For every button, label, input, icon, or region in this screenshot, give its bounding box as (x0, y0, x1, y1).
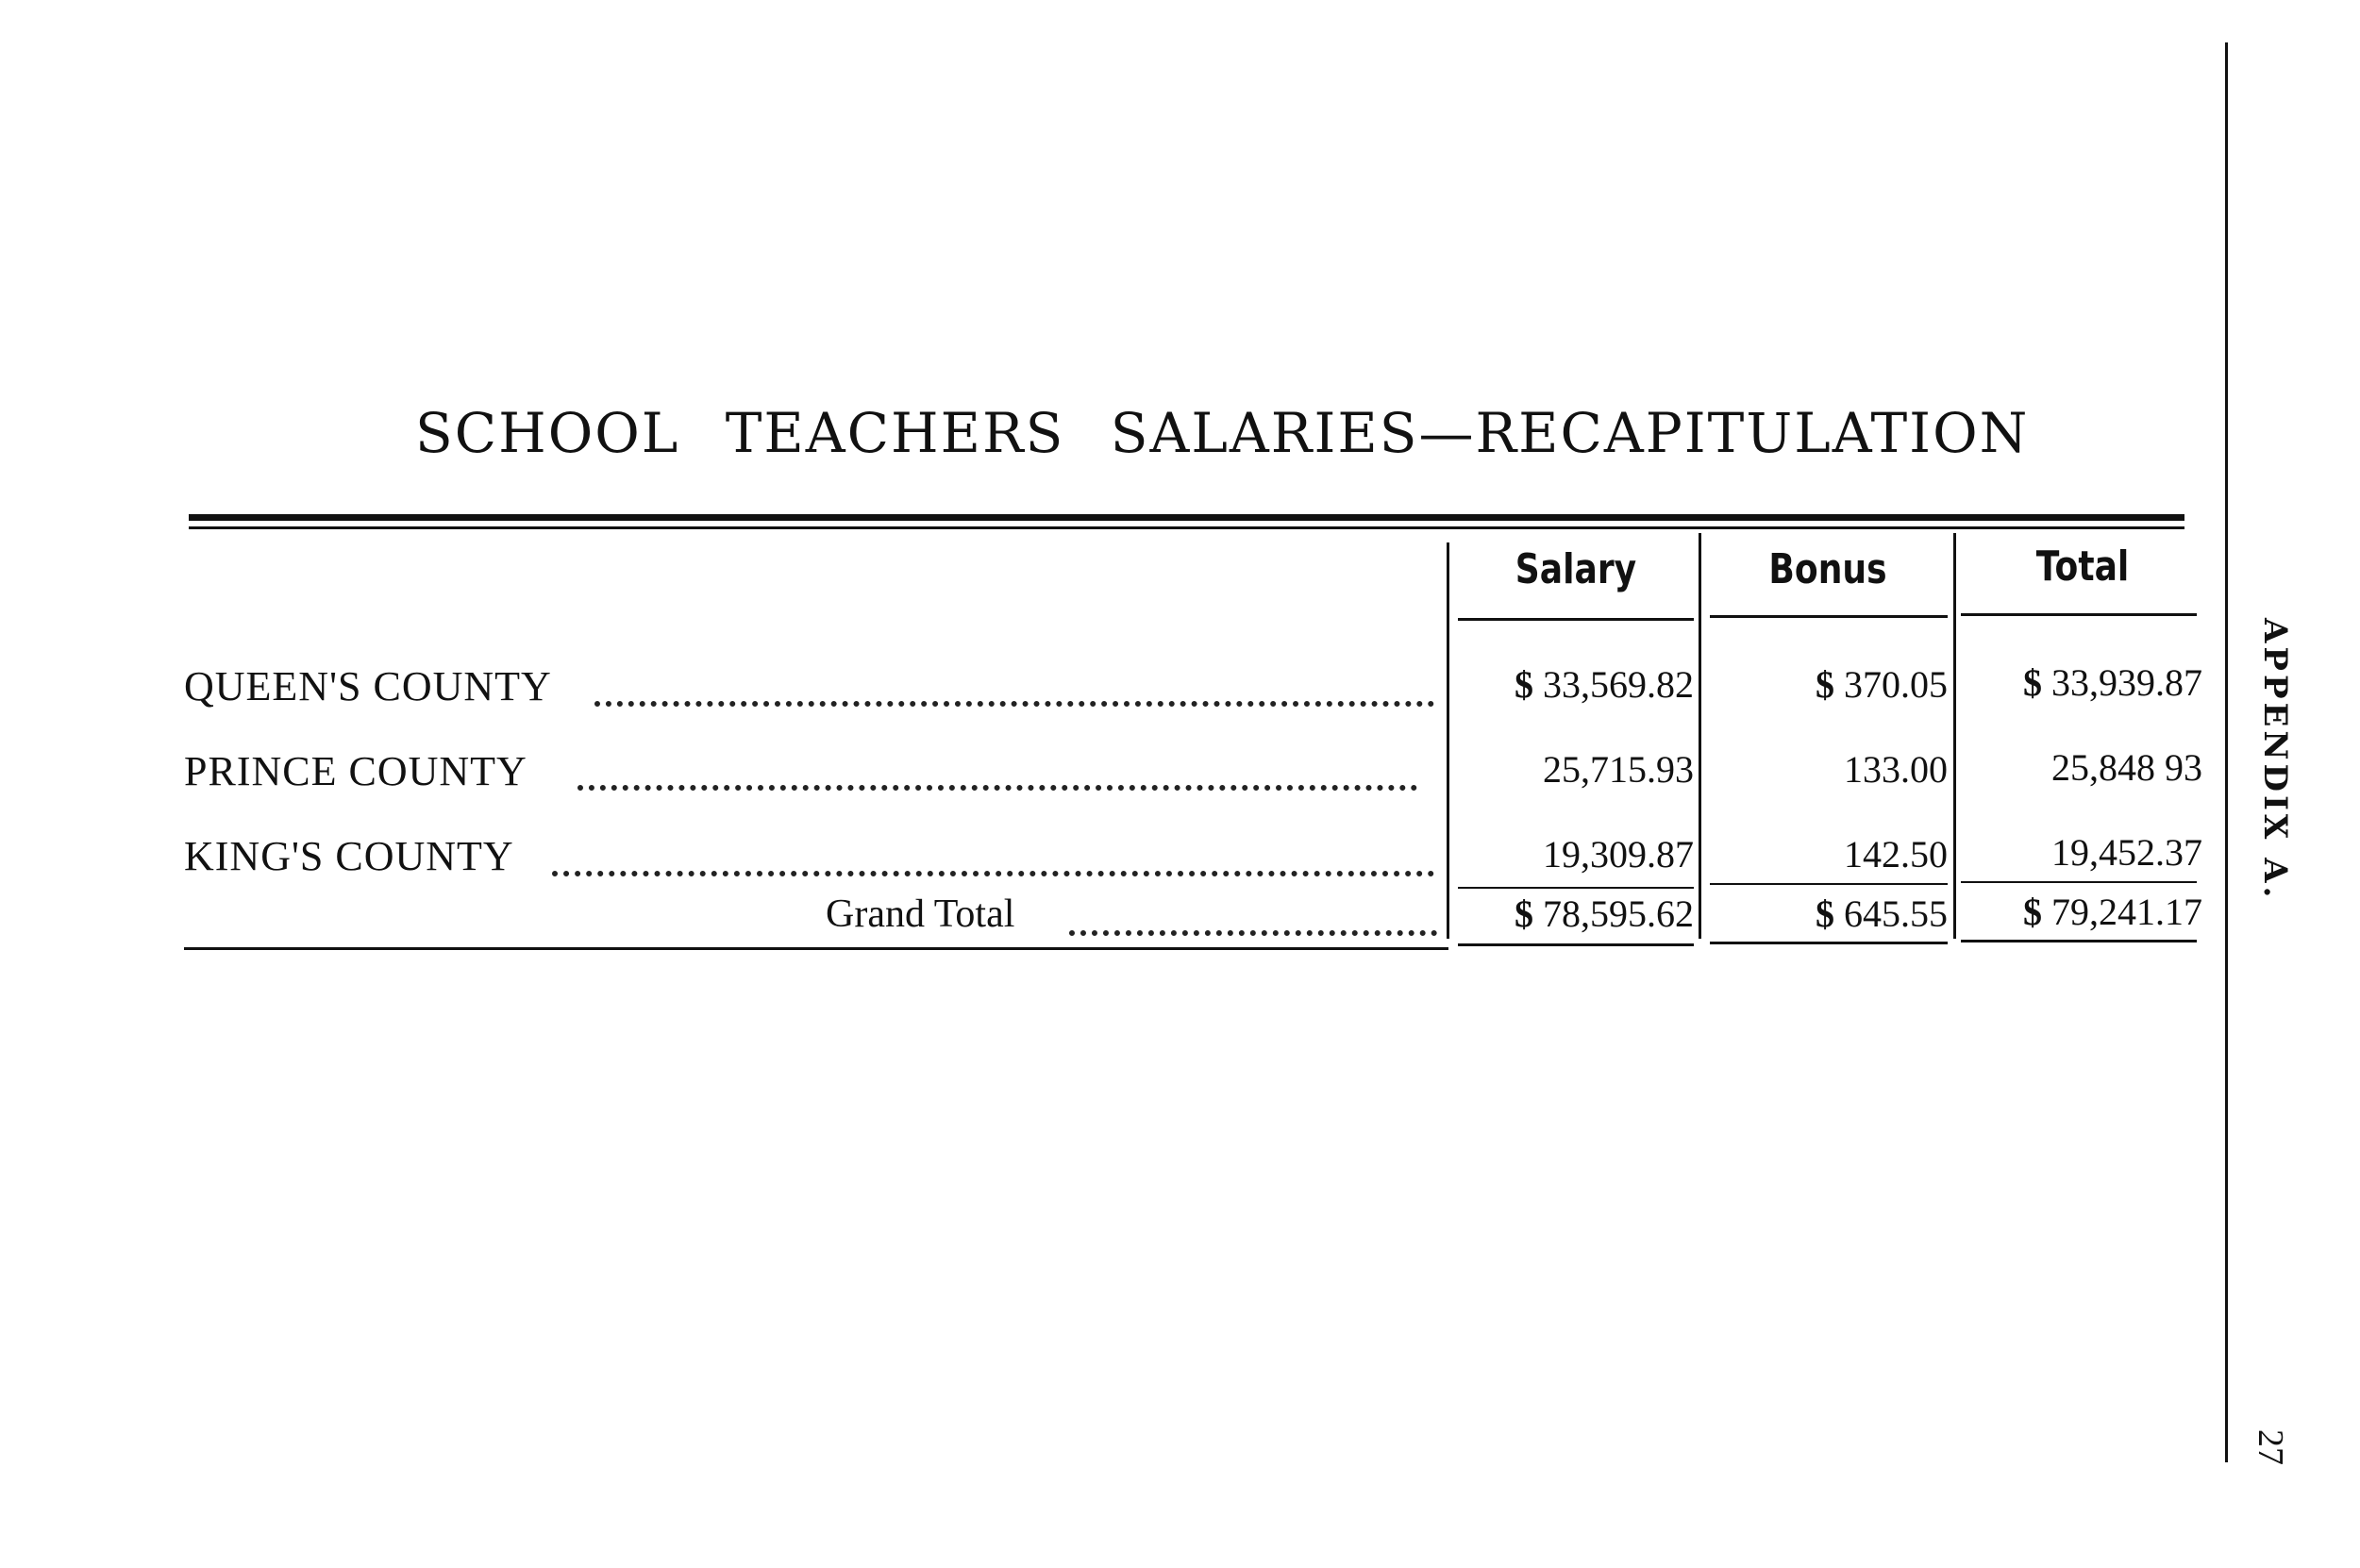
cell-kings-total: 19,452.37 (2051, 831, 2202, 874)
column-divider (1447, 542, 1449, 939)
column-header-bonus: Bonus (1768, 545, 1887, 593)
grand-total-label: Grand Total (826, 892, 1015, 936)
dot-leader (594, 695, 1434, 707)
column-divider (1953, 533, 1956, 939)
dot-leader (552, 865, 1434, 876)
column-divider (1699, 533, 1701, 939)
bottom-rule (1710, 942, 1948, 944)
appendix-label: APPENDIX A. (2256, 618, 2294, 902)
cell-kings-salary: 19,309.87 (1543, 833, 1694, 876)
dot-leader (577, 779, 1417, 791)
cell-prince-bonus: 133.00 (1844, 748, 1948, 791)
subtotal-rule (1961, 881, 2197, 883)
dot-leader (1069, 925, 1437, 936)
row-label-queens-county: QUEEN'S COUNTY (184, 663, 552, 709)
bottom-rule (1458, 943, 1694, 946)
cell-prince-total: 25,848 93 (2051, 746, 2202, 789)
top-rule-thick (189, 514, 2184, 521)
cell-grand-bonus: $ 645.55 (1816, 892, 1948, 935)
cell-queens-bonus: $ 370.05 (1816, 663, 1948, 706)
subtotal-rule (1710, 883, 1948, 885)
page-number: 27 (2251, 1429, 2290, 1465)
bottom-rule (184, 947, 1448, 950)
header-underline (1961, 613, 2197, 616)
page-title: SCHOOL TEACHERS SALARIES—RECAPITULATION (415, 401, 2030, 465)
cell-queens-total: $ 33,939.87 (2023, 661, 2202, 704)
cell-grand-total: $ 79,241.17 (2023, 891, 2202, 933)
cell-queens-salary: $ 33,569.82 (1515, 663, 1694, 706)
row-label-kings-county: KING'S COUNTY (184, 833, 514, 879)
column-header-salary: Salary (1515, 545, 1637, 593)
bottom-rule (1961, 940, 2197, 942)
margin-line (2225, 42, 2228, 1462)
subtotal-rule (1458, 887, 1694, 889)
header-underline (1710, 615, 1948, 618)
row-label-prince-county: PRINCE COUNTY (184, 748, 527, 794)
header-underline (1458, 618, 1694, 621)
cell-grand-salary: $ 78,595.62 (1515, 892, 1694, 935)
column-header-total: Total (2035, 542, 2130, 591)
cell-prince-salary: 25,715.93 (1543, 748, 1694, 791)
cell-kings-bonus: 142.50 (1844, 833, 1948, 876)
top-rule-thin (189, 526, 2184, 529)
